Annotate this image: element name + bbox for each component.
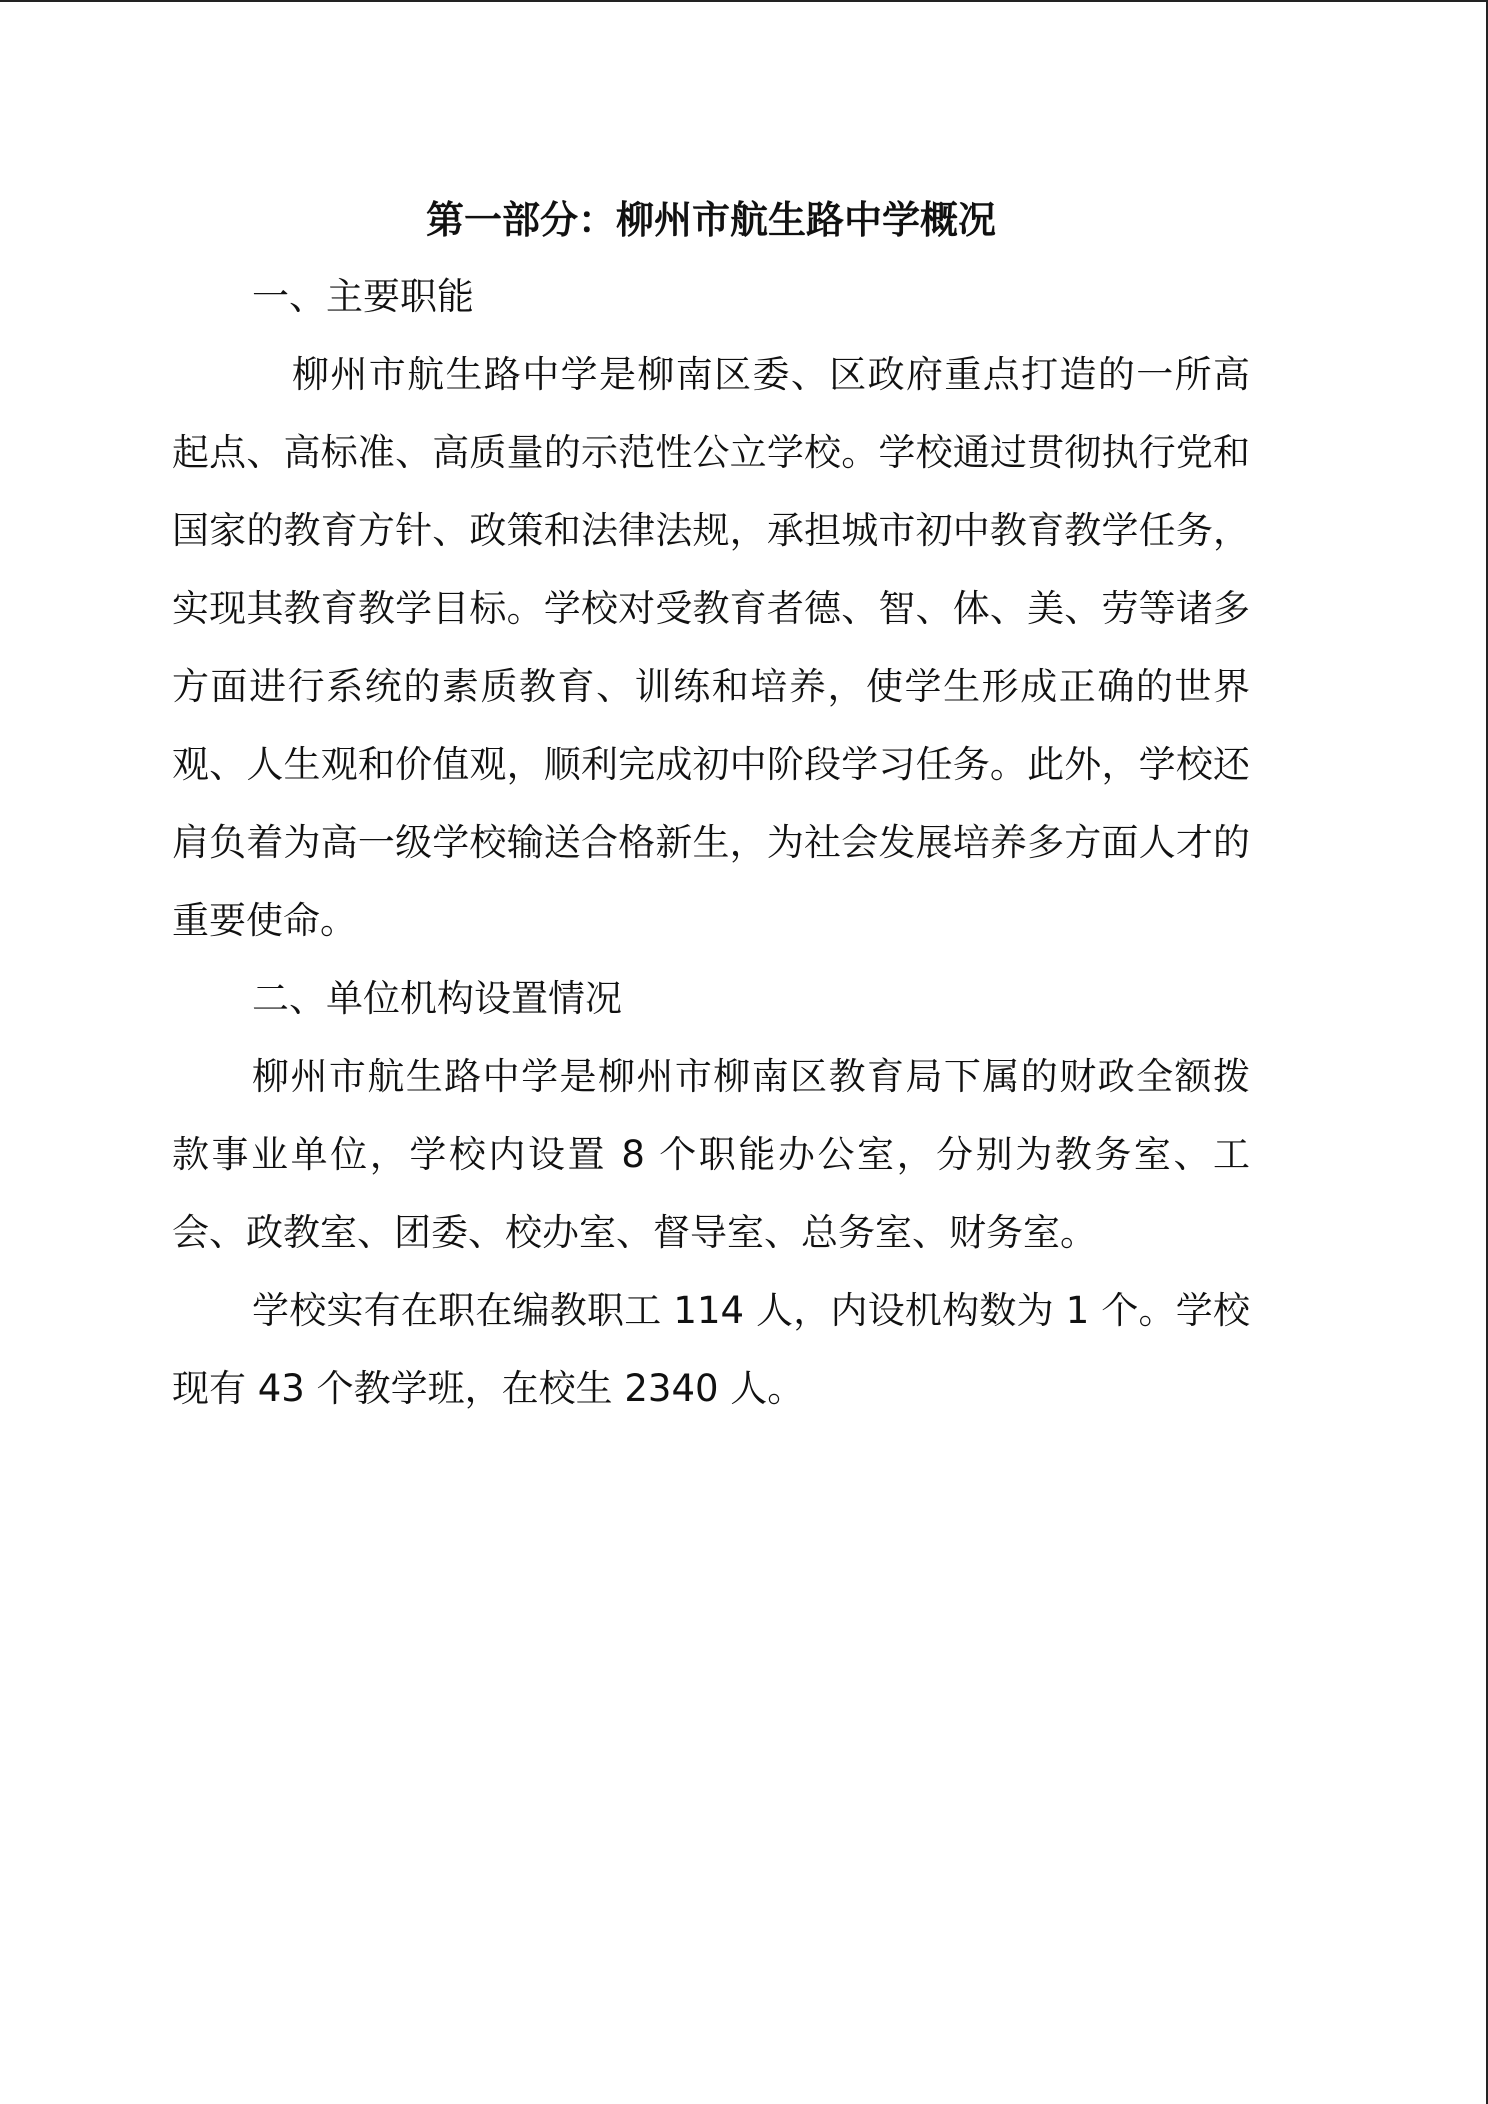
page-top-border (0, 0, 1488, 2)
section-paragraph-staff: 学校实有在职在编教职工 114 人，内设机构数为 1 个。学校现有 43 个教学班，在校生 2340 人。 (172, 1289, 1250, 1410)
section-paragraph-main-functions: 柳州市航生路中学是柳南区委、区政府重点打造的一所高起点、高标准、高质量的示范性公立学校。学校通过贯彻执行党和国家的教育方针、政策和法律法规，承担城市初中教育教学任务，实现其教育教学目标。学校对受教育者德、智、体、美、劳等诸多方面进行系统的素质教育、训练和培养，使学生形成正确的世界观、人生观和价值观，顺利完成初中阶段学习任务。此外，学校还肩负着为高一级学校输送合格新生，为社会发展培养多方面人才的重要使命。 (172, 353, 1250, 942)
section-heading-main-functions: 一、主要职能 (252, 275, 474, 318)
document-title: 第一部分：柳州市航生路中学概况 (425, 198, 996, 242)
document-page (172, 188, 1250, 1428)
section-paragraph-organization: 柳州市航生路中学是柳州市柳南区教育局下属的财政全额拨款事业单位，学校内设置 8 个职能办公室，分别为教务室、工会、政教室、团委、校办室、督导室、总务室、财务室。 (172, 1055, 1250, 1254)
section-heading-organization: 二、单位机构设置情况 (252, 977, 622, 1020)
